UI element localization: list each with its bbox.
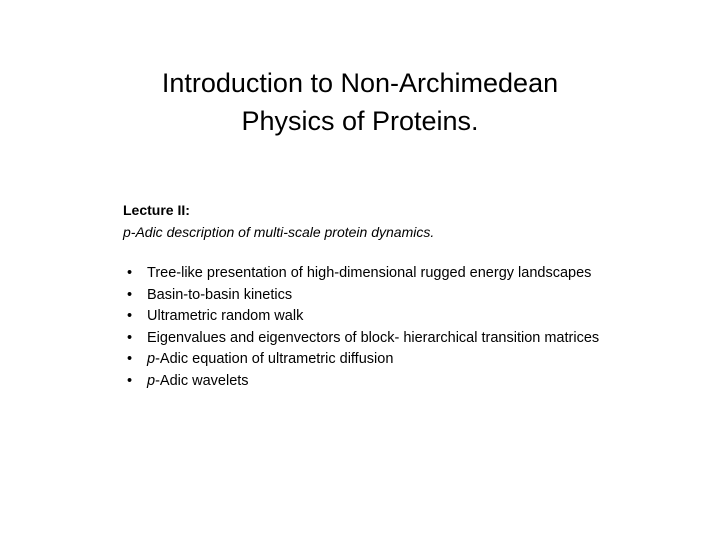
list-item: [123, 306, 623, 328]
bullet-icon: •: [127, 351, 133, 367]
list-item: [123, 285, 623, 307]
list-item-text: Eigenvalues and eigenvectors of block- hierarchical transition matrices: [147, 329, 600, 346]
lecture-label: Lecture II:: [123, 202, 190, 218]
bullet-icon: •: [127, 372, 133, 389]
list-item-text: Tree-like presentation of high-dimensional rugged energy landscapes: [147, 265, 592, 281]
list-item-text: Ultrametric random walk: [147, 308, 304, 324]
list-item: [123, 328, 623, 350]
title-line-2: Physics of Proteins.: [241, 106, 479, 136]
list-item: [123, 349, 623, 371]
list-item: [123, 263, 623, 285]
bullet-icon: •: [127, 265, 133, 281]
bullet-icon: •: [127, 286, 133, 303]
slide-title: [80, 64, 640, 140]
list-item-text: -Adic wavelets: [155, 372, 249, 389]
list-item: [123, 371, 623, 393]
bullet-icon: •: [127, 308, 133, 324]
bullet-icon: •: [127, 329, 133, 346]
list-item-text: -Adic equation of ultrametric diffusion: [155, 351, 394, 367]
list-item-prefix: p: [147, 372, 156, 389]
list-item-prefix: p: [147, 351, 156, 367]
lecture-subtitle: [123, 199, 434, 243]
list-item-text: Basin-to-basin kinetics: [147, 286, 293, 303]
topic-list: [123, 263, 623, 392]
lecture-description: p-Adic description of multi-scale protein dynamics.: [123, 224, 435, 240]
title-line-1: Introduction to Non-Archimedean: [161, 68, 559, 98]
